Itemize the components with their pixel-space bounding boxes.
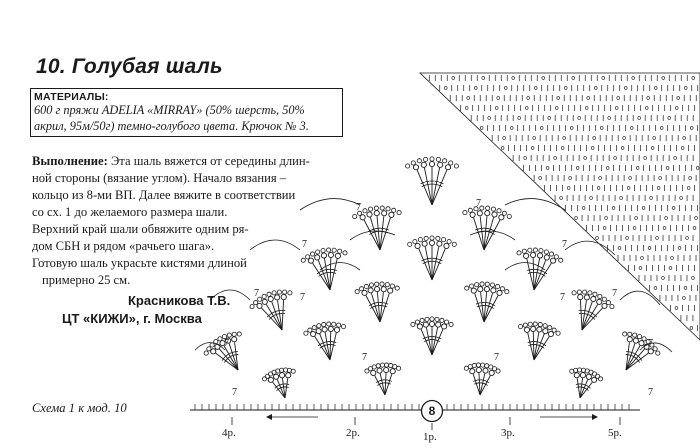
chain-count-label: 7 (562, 239, 567, 250)
chain-count-label: 7 (302, 239, 307, 250)
stitch-fan (463, 206, 512, 250)
instructions-line-2: ной стороны (вязание углом). Начало вязания – (32, 171, 287, 185)
stitch-fan (406, 157, 459, 205)
author-credit: Красникова Т.В. (128, 293, 231, 308)
instructions-heading: Выполнение: (32, 154, 108, 168)
stitch-fan (301, 248, 347, 290)
chain-count-label: 7 (476, 198, 481, 209)
row-label-2: 2р. (346, 427, 360, 439)
stitch-fan (304, 322, 346, 360)
organization-credit: ЦТ «КИЖИ», г. Москва (62, 311, 202, 326)
stitch-fan (365, 363, 401, 395)
stitch-fan (262, 368, 295, 398)
materials-line-2: акрил, 95м/50г) темно-голубого цвета. Крючок № 3. (34, 119, 309, 133)
stitch-fan (464, 363, 500, 395)
row-label-5: 5р. (608, 427, 622, 439)
stitch-fan (570, 368, 603, 398)
instructions-line-8: примерно 25 см. (42, 273, 131, 287)
instructions-line-7: Готовую шаль украсьте кистями длиной (32, 256, 247, 270)
chain-count-label: 7 (356, 202, 361, 213)
row-label-1: 1р. (423, 431, 437, 443)
materials-label: МАТЕРИАЛЫ: (34, 91, 109, 103)
chain-count-label: 7 (494, 352, 499, 363)
instructions-line-5: Верхний край шали обвяжите одним ря- (32, 222, 249, 236)
chain-arcs (195, 199, 672, 352)
stitch-fan (204, 332, 241, 370)
stitch-fan (518, 322, 560, 360)
foundation-row (190, 404, 640, 410)
chain-count-label: 7 (232, 387, 237, 398)
fan-stitch-diagram (195, 157, 672, 398)
chain-count-label: 7 (648, 338, 653, 349)
stitch-fan (355, 282, 399, 322)
chain-count-label: 7 (612, 288, 617, 299)
chain-count-label: 7 (648, 387, 653, 398)
foundation-ticks (195, 404, 629, 410)
chain-count-label: 7 (362, 352, 367, 363)
center-ring-label: 8 (428, 404, 436, 418)
stitch-fan (517, 248, 563, 290)
chain-count-label: 7 (254, 288, 259, 299)
stitch-fan (572, 290, 614, 330)
instructions-line-4: со сх. 1 до желаемого размера шали. (32, 205, 228, 219)
row-labels (222, 414, 622, 443)
diagram-caption: Схема 1 к мод. 10 (32, 401, 127, 415)
chain-count-label: 7 (300, 292, 305, 303)
chain-count-label: 7 (560, 292, 565, 303)
pattern-title: 10. Голубая шаль (36, 55, 223, 78)
row-label-4: 4р. (222, 427, 236, 439)
stitch-fan (465, 282, 509, 322)
stitch-fan (411, 317, 453, 355)
materials-line-1: 600 г пряжи ADELIA «MIRRAY» (50% шерсть, 50% (34, 103, 305, 117)
stitch-fan (408, 236, 457, 280)
instructions-line-1: Выполнение: Эта шаль вяжется от середины длин- (32, 154, 310, 168)
chain-count-labels (224, 198, 653, 398)
stitch-fan (623, 332, 660, 370)
instructions-line-6: дом СБН и рядом «рачьего шага». (32, 239, 215, 253)
center-ring (422, 401, 443, 422)
chain-count-label: 7 (224, 338, 229, 349)
instructions-line-3: кольцо из 8-ми ВП. Далее вяжите в соответствии (32, 188, 296, 202)
row-label-3: 3р. (501, 427, 515, 439)
